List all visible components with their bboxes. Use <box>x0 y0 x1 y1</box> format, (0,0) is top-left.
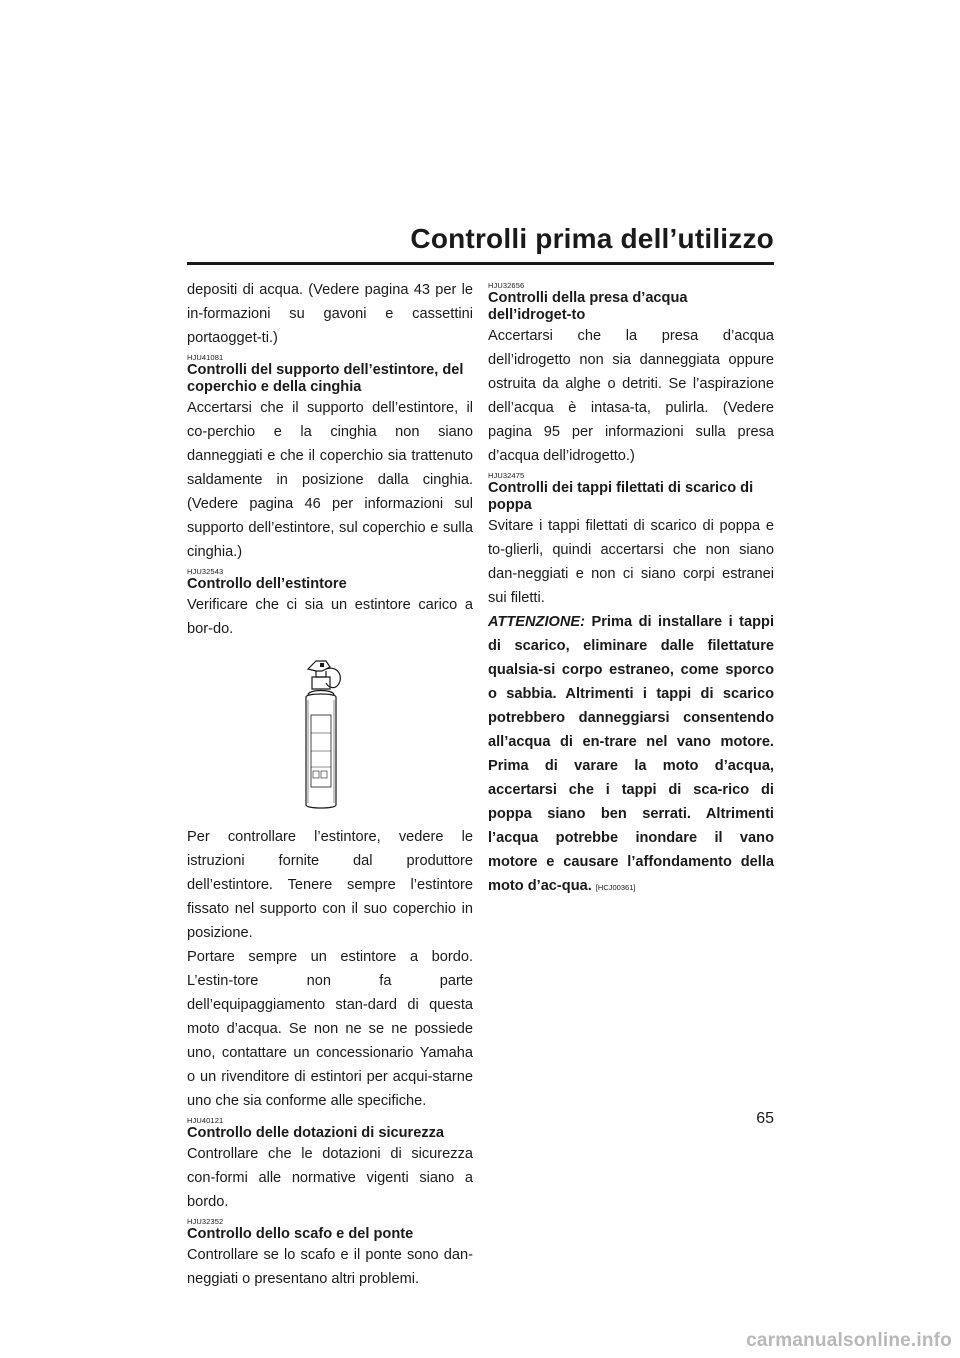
extinguisher-paragraph-2: Portare sempre un estintore a bordo. L’estin-tore non fa parte dell’equipaggiamento stan-dard di questa moto d’acqua. Se non ne se ne possiede uno, contattare un concessionario Yamaha o un rivenditore di estintori per acqui-starne uno che sia conforme alle specifiche. <box>187 949 473 1109</box>
section-title-hull-deck: Controllo dello scafo e del ponte <box>187 1226 414 1242</box>
section-title-extinguisher-holder: Controlli del supporto dell’estintore, del coperchio e della cinghia <box>187 362 464 395</box>
section-title-safety-equipment: Controllo delle dotazioni di sicurezza <box>187 1125 445 1141</box>
left-column <box>187 278 473 1291</box>
section-body-hull-deck: Controllare se lo scafo e il ponte sono dan-neggiati o presentano altri problemi. <box>187 1247 473 1287</box>
caution-label: ATTENZIONE: <box>488 614 586 630</box>
watermark: carmanualsonline.info <box>746 1330 952 1351</box>
section-code: HJU32543 <box>187 567 224 576</box>
section-title-jet-intake: Controlli della presa d’acqua dell’idroget-to <box>488 290 688 323</box>
fire-extinguisher-illustration <box>286 655 358 815</box>
section-code: HJU32352 <box>187 1217 224 1226</box>
section-code: HJU32656 <box>488 281 525 290</box>
page-header-title: Controlli prima dell’utilizzo <box>410 223 774 254</box>
section-code: HJU41081 <box>187 353 224 362</box>
caution-code: [HCJ00361] <box>595 883 636 892</box>
section-body-extinguisher: Verificare che ci sia un estintore carico a bor-do. <box>187 597 473 637</box>
section-body-jet-intake: Accertarsi che la presa d’acqua dell’idrogetto non sia danneggiata oppure ostruita da alghe o detriti. Se l’aspirazione dell’acqua è intasa-ta, pulirla. (Vedere pagina 95 per informazioni sulla presa d’acqua dell’idrogetto.) <box>488 328 774 464</box>
section-code: HJU40121 <box>187 1116 224 1125</box>
section-body-safety-equipment: Controllare che le dotazioni di sicurezza con-formi alle normative vigenti siano a bordo. <box>187 1146 473 1210</box>
section-body-extinguisher-holder: Accertarsi che il supporto dell’estintore, il co-perchio e la cinghia non siano danneggiati e che il coperchio sia trattenuto saldamente in posizione dalla cinghia. (Vedere pagina 46 per informazioni sul supporto dell’estintore, sul coperchio e sulla cinghia.) <box>187 400 473 560</box>
page-number: 65 <box>756 1110 774 1127</box>
caution-notice <box>488 610 774 900</box>
extinguisher-paragraph-1: Per controllare l’estintore, vedere le istruzioni fornite dal produttore dell’estintore. Tenere sempre l’estintore fissato nel supporto con il suo coperchio in posizione. <box>187 829 473 941</box>
caution-text: Prima di installare i tappi di scarico, eliminare dalle filettature qualsia-si corpo estraneo, come sporco o sabbia. Altrimenti i tappi di scarico potrebbero danneggiarsi consentendo all’acqua di en-trare nel vano motore. Prima di varare la moto d’acqua, accertarsi che i tappi di sca-rico di poppa siano ben serrati. Altrimenti l’acqua potrebbe inondare il vano motore e causare l’affondamento della moto d’ac-qua. <box>488 614 774 894</box>
section-title-drain-plugs: Controlli dei tappi filettati di scarico di poppa <box>488 480 754 513</box>
right-column <box>488 278 774 900</box>
section-title-extinguisher: Controllo dell’estintore <box>187 576 347 592</box>
header-divider <box>187 262 774 265</box>
intro-paragraph: depositi di acqua. (Vedere pagina 43 per le in-formazioni su gavoni e cassettini portaogget-ti.) <box>187 282 473 346</box>
section-code: HJU32475 <box>488 471 525 480</box>
section-body-drain-plugs: Svitare i tappi filettati di scarico di poppa e to-glierli, quindi accertarsi che non siano dan-neggiati e non ci siano corpi estranei sui filetti. <box>488 518 774 606</box>
